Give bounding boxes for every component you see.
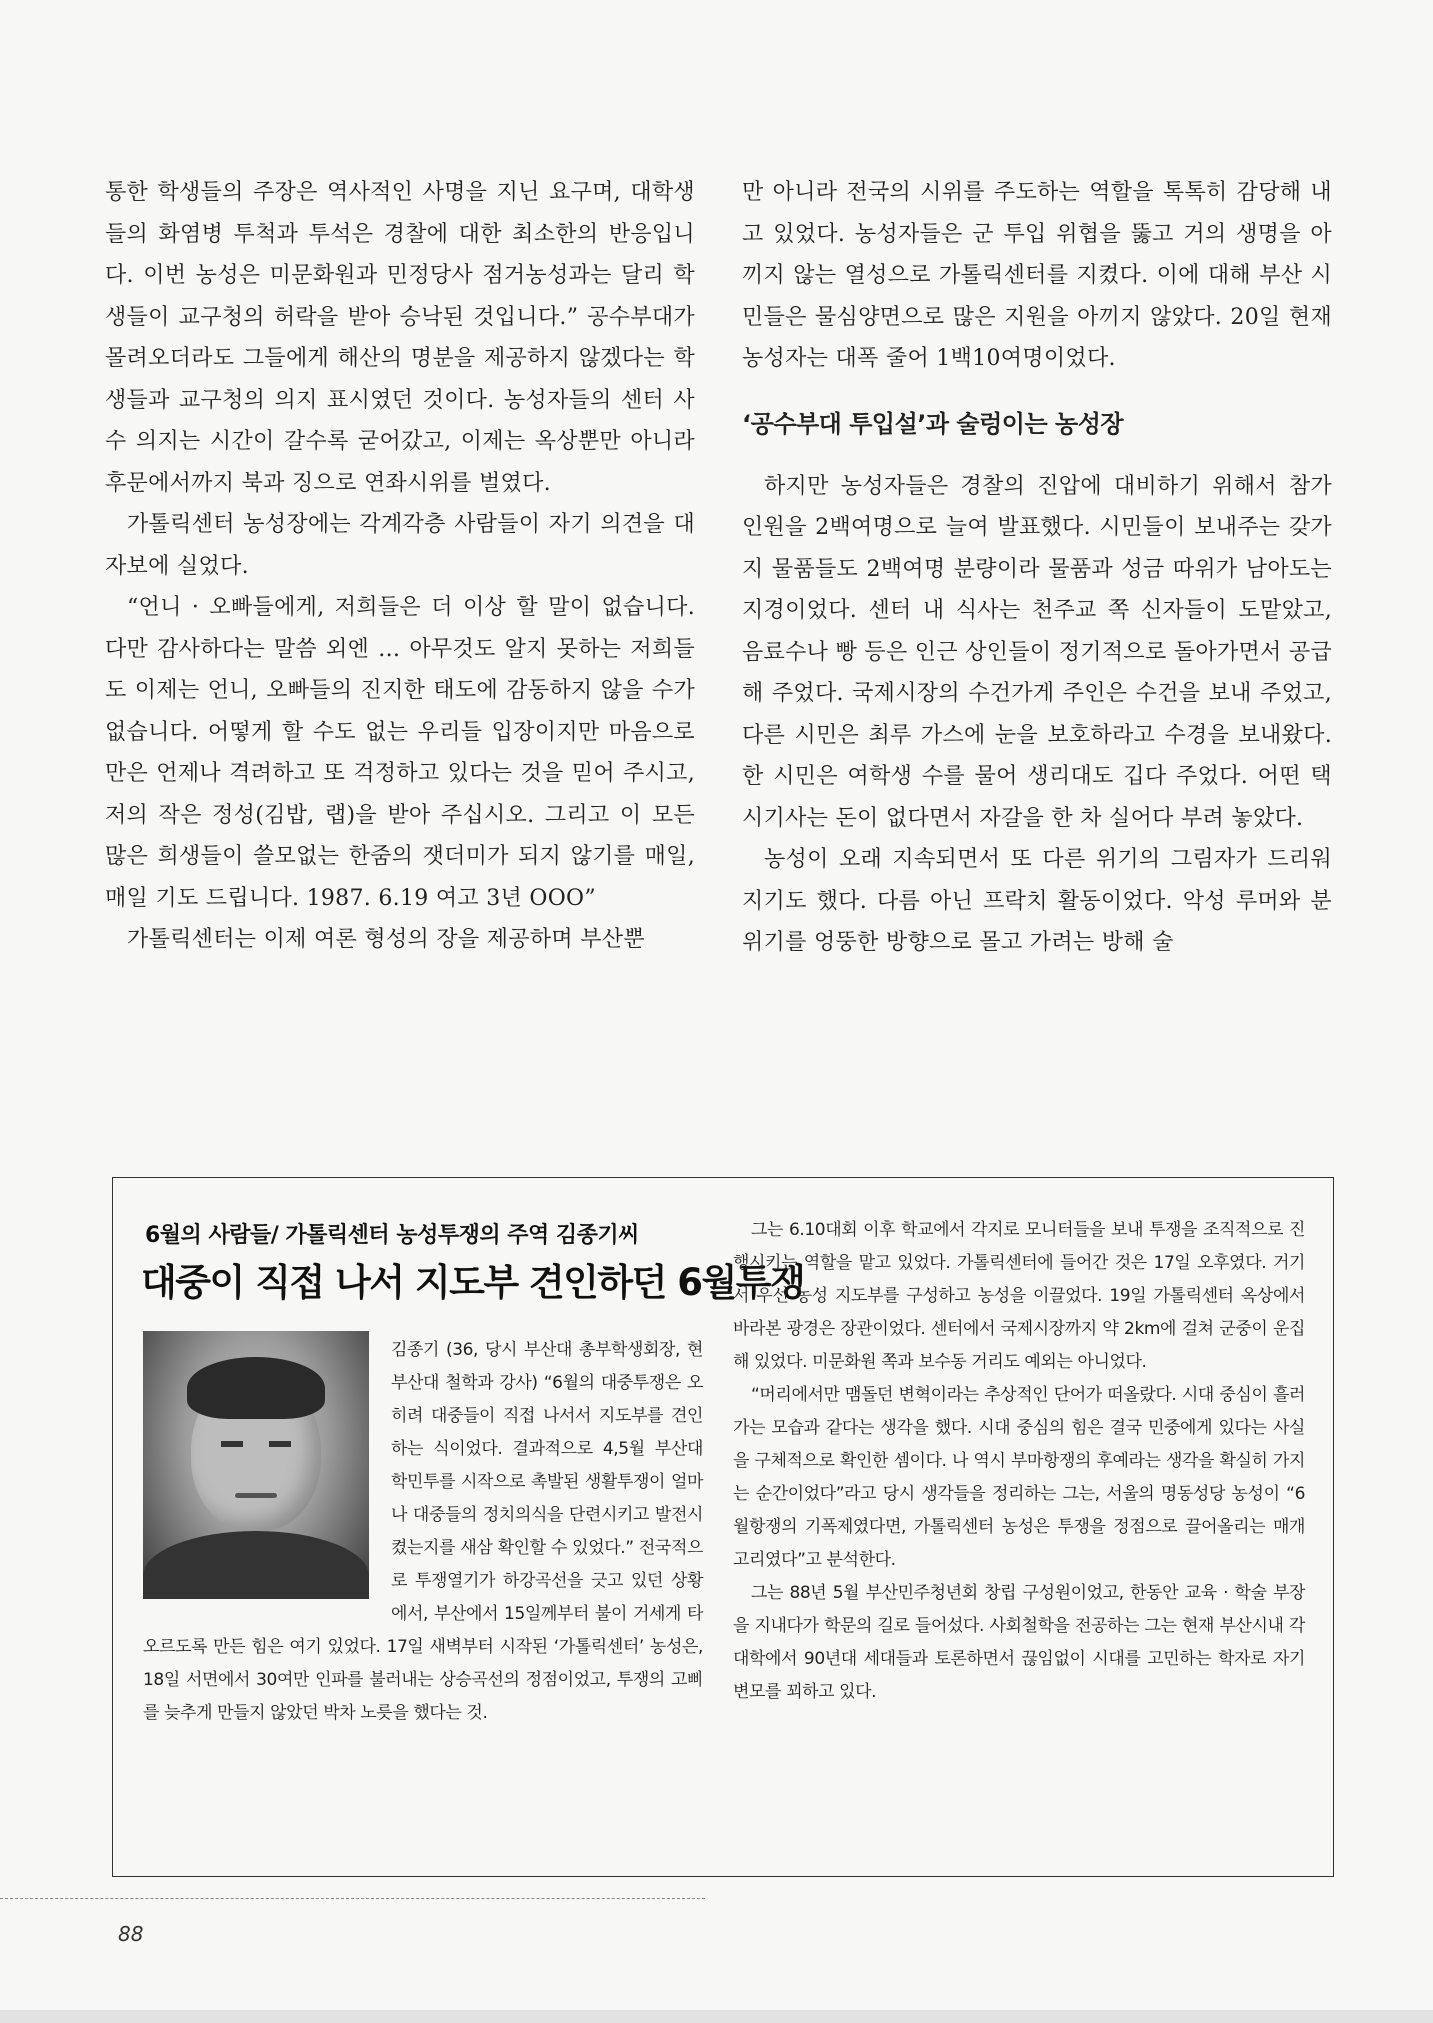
footer-divider (0, 1898, 705, 1899)
profile-sidebar-box (112, 1177, 1334, 1877)
portrait-mouth-shape (235, 1493, 277, 1498)
scan-edge-strip (0, 2010, 1433, 2023)
article-paragraph: 가톨릭센터는 이제 여론 형성의 장을 제공하며 부산뿐 (127, 927, 645, 952)
sidebar-title: 대중이 직접 나서 지도부 견인하던 6월투쟁 (141, 1261, 805, 1304)
article-paragraph: 가톨릭센터 농성장에는 각계각층 사람들이 자기 의견을 대자보에 실었다. (105, 512, 695, 579)
article-column-right (742, 172, 1332, 964)
sidebar-paragraph: 김종기 (36, 당시 부산대 총부학생회장, 현 부산대 철학과 강사) “6월의 대중투쟁은 오히려 대중들이 직접 나서서 지도부를 견인하는 식이었다. 결과적으로 4,5월 부산대 학민투를 시작으로 촉발된 생활투쟁이 얼마나 대중들의 정치의식을 단련시키고 발전시켰는지를 새삼 확인할 수 있었다.” 전국적으로 투쟁열기가 하강곡선을 긋고 있던 상황에서, 부산에서 15일께부터 불이 거세게 타오르도록 만든 힘은 여기 있었다. 17일 새벽부터 시작된 ‘가톨릭센터’ 농성은, 18일 서면에서 30여만 인파를 불러내는 상승곡선의 정점이었고, 투쟁의 고삐를 늦추게 만들지 않았던 박차 노릇을 했다는 것. (143, 1340, 703, 1723)
portrait-hair-shape (187, 1357, 325, 1419)
portrait-eyes-shape (221, 1441, 291, 1447)
article-paragraph: 농성이 오래 지속되면서 또 다른 위기의 그림자가 드리워지기도 했다. 다름 아닌 프락치 활동이었다. 악성 루머와 분위기를 엉뚱한 방향으로 몰고 가려는 방해 술 (742, 847, 1332, 955)
portrait-photo (143, 1331, 369, 1599)
article-paragraph: 통한 학생들의 주장은 역사적인 사명을 지닌 요구며, 대학생들의 화염병 투척과 투석은 경찰에 대한 최소한의 반응입니다. 이번 농성은 미문화원과 민정당사 점거농성과는 달리 학생들이 교구청의 허락을 받아 승낙된 것입니다.” 공수부대가 몰려오더라도 그들에게 해산의 명분을 제공하지 않겠다는 학생들과 교구청의 의지 표시였던 것이다. 농성자들의 센터 사수 의지는 시간이 갈수록 굳어갔고, 이제는 옥상뿐만 아니라 후문에서까지 북과 징으로 연좌시위를 벌였다. (105, 180, 695, 496)
article-paragraph: 만 아니라 전국의 시위를 주도하는 역할을 톡톡히 감당해 내고 있었다. 농성자들은 군 투입 위협을 뚫고 거의 생명을 아끼지 않는 열성으로 가톨릭센터를 지켰다. 이에 대해 부산 시민들은 물심양면으로 많은 지원을 아끼지 않았다. 20일 현재 농성자는 대폭 줄어 1백10여명이었다. (742, 180, 1332, 371)
page-number: 88 (118, 1922, 144, 1946)
sidebar-right-column (733, 1214, 1305, 1709)
article-column-left (105, 172, 695, 961)
section-subheading: ‘공수부대 투입설’과 술렁이는 농성장 (742, 409, 1124, 438)
sidebar-paragraph: “머리에서만 맴돌던 변혁이라는 추상적인 단어가 떠올랐다. 시대 중심이 흘러가는 모습과 같다는 생각을 했다. 시대 중심의 힘은 결국 민중에게 있다는 사실을 구체적으로 확인한 셈이다. 나 역시 부마항쟁의 후예라는 생각을 확실히 가지는 순간이었다”라고 당시 생각들을 정리하는 그는, 서울의 명동성당 농성이 “6월항쟁의 기폭제였다면, 가톨릭센터 농성은 투쟁을 정점으로 끌어올리는 매개 고리였다”고 분석한다. (733, 1385, 1305, 1570)
article-paragraph: 하지만 농성자들은 경찰의 진압에 대비하기 위해서 참가 인원을 2백여명으로 늘여 발표했다. 시민들이 보내주는 갖가지 물품들도 2백여명 분량이라 물품과 성금 따위가 남아도는 지경이었다. 센터 내 식사는 천주교 쪽 신자들이 도맡았고, 음료수나 빵 등은 인근 상인들이 정기적으로 돌아가면서 공급해 주었다. 국제시장의 수건가게 주인은 수건을 보내 주었고, 다른 시민은 최루 가스에 눈을 보호하라고 수경을 보내왔다. 한 시민은 여학생 수를 물어 생리대도 깁다 주었다. 어떤 택시기사는 돈이 없다면서 자갈을 한 차 실어다 부려 놓았다. (742, 473, 1332, 831)
sidebar-kicker: 6월의 사람들/ 가톨릭센터 농성투쟁의 주역 김종기씨 (145, 1223, 639, 1248)
article-quote-paragraph: “언니 · 오빠들에게, 저희들은 더 이상 할 말이 없습니다. 다만 감사하다는 말씀 외엔 … 아무것도 알지 못하는 저희들도 이제는 언니, 오빠들의 진지한 태도에 감동하지 않을 수가 없습니다. 어떻게 할 수도 없는 우리들 입장이지만 마음으로만은 언제나 격려하고 또 걱정하고 있다는 것을 믿어 주시고, 저의 작은 정성(김밥, 랩)을 받아 주십시오. 그리고 이 모든 많은 희생들이 쓸모없는 한줌의 잿더미가 되지 않기를 매일, 매일 기도 드립니다. 1987. 6.19 여고 3년 OOO” (105, 595, 695, 911)
sidebar-paragraph: 그는 88년 5월 부산민주청년회 창립 구성원이었고, 한동안 교육 · 학술 부장을 지내다가 학문의 길로 들어섰다. 사회철학을 전공하는 그는 현재 부산시내 각 대학에서 90년대 세대들과 토론하면서 끊임없이 시대를 고민하는 학자로 자기 변모를 꾀하고 있다. (733, 1583, 1305, 1702)
sidebar-paragraph: 그는 6.10대회 이후 학교에서 각지로 모니터들을 보내 투쟁을 조직적으로 진행시키는 역할을 맡고 있었다. 가톨릭센터에 들어간 것은 17일 오후였다. 거기서 우선 농성 지도부를 구성하고 농성을 이끌었다. 19일 가톨릭센터 옥상에서 바라본 광경은 장관이었다. 센터에서 국제시장까지 약 2km에 걸쳐 군중이 운집해 있었다. 미문화원 쪽과 보수동 거리도 예외는 아니었다. (733, 1220, 1305, 1372)
portrait-body-shape (143, 1531, 369, 1599)
